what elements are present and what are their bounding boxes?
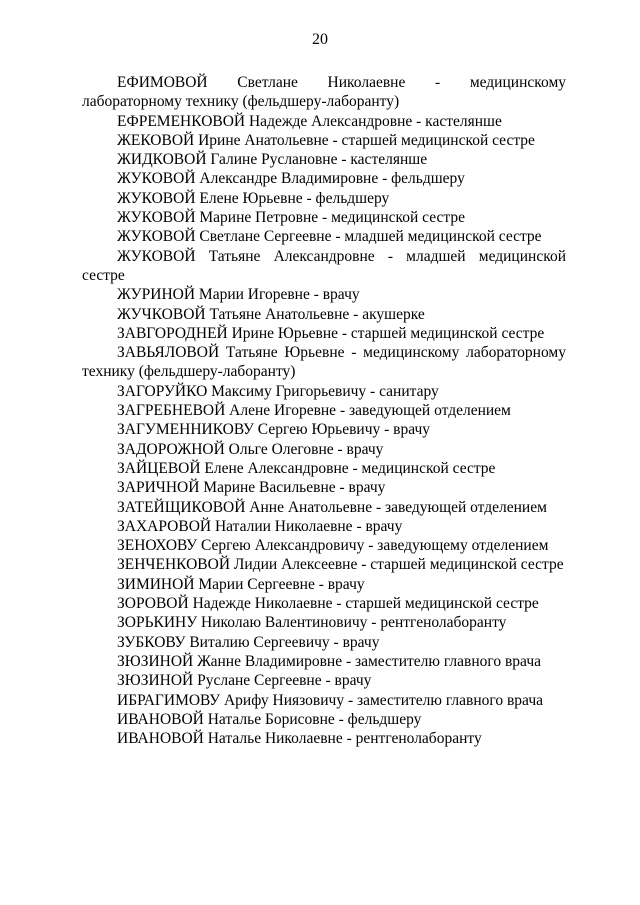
list-item: ЗАГРЕБНЕВОЙ Алене Игоревне - заведующей отделением [117, 402, 511, 420]
list-item: ЖЕКОВОЙ Ирине Анатольевне - старшей медицинской сестре [117, 131, 535, 149]
list-item: ЗАГОРУЙКО Максиму Григорьевичу - санитару [117, 382, 439, 400]
page-number: 20 [312, 31, 328, 48]
list-item: ЗАВГОРОДНЕЙ Ирине Юрьевне - старшей медицинской сестре [117, 324, 545, 342]
list-item: ЖУКОВОЙ Татьяне Александровне - младшей медицинской сестре [82, 247, 566, 284]
list-item: ИБРАГИМОВУ Арифу Ниязовичу - заместителю главного врача [117, 691, 543, 709]
list-item: ЗАДОРОЖНОЙ Ольге Олеговне - врачу [117, 440, 384, 458]
list-item: ЖУРИНОЙ Марии Игоревне - врачу [117, 286, 360, 304]
list-item: ЖУЧКОВОЙ Татьяне Анатольевне - акушерке [117, 305, 425, 323]
list-item: ЗАЙЦЕВОЙ Елене Александровне - медицинской сестре [117, 459, 496, 477]
list-item: ЕФРЕМЕНКОВОЙ Надежде Александровне - кастелянше [117, 112, 502, 130]
list-item: ЗОРЬКИНУ Николаю Валентиновичу - рентгенолаборанту [117, 614, 507, 632]
list-item: ЗАВЬЯЛОВОЙ Татьяне Юрьевне - медицинскому лабораторному технику (фельдшеру-лаборанту) [82, 344, 566, 381]
list-item: ЖУКОВОЙ Светлане Сергеевне - младшей медицинской сестре [117, 228, 542, 246]
list-item: ЗАТЕЙЩИКОВОЙ Анне Анатольевне - заведующей отделением [117, 498, 547, 516]
list-item: ЕФИМОВОЙ Светлане Николаевне - медицинскому лабораторному технику (фельдшеру-лаборанту) [82, 74, 566, 111]
list-item: ЗЕНЧЕНКОВОЙ Лидии Алексеевне - старшей медицинской сестре [117, 556, 564, 574]
list-item: ИВАНОВОЙ Наталье Борисовне - фельдшеру [117, 710, 422, 728]
list-item: ЖИДКОВОЙ Галине Руслановне - кастелянше [117, 151, 428, 169]
list-item: ЗАГУМЕННИКОВУ Сергею Юрьевичу - врачу [117, 421, 431, 439]
list-item: ЖУКОВОЙ Марине Петровне - медицинской сестре [117, 209, 465, 227]
list-item: ЗЮЗИНОЙ Руслане Сергеевне - врачу [117, 672, 372, 690]
list-item: ИВАНОВОЙ Наталье Николаевне - рентгенолаборанту [117, 730, 482, 748]
entry-list [82, 73, 566, 748]
list-item: ЗАРИЧНОЙ Марине Васильевне - врачу [117, 479, 386, 497]
list-item: ЗАХАРОВОЙ Наталии Николаевне - врачу [117, 517, 403, 535]
list-item: ЖУКОВОЙ Елене Юрьевне - фельдшеру [117, 189, 390, 207]
list-item: ЗИМИНОЙ Марии Сергеевне - врачу [117, 575, 365, 593]
list-item: ЗУБКОВУ Виталию Сергеевичу - врачу [117, 633, 380, 651]
list-item: ЖУКОВОЙ Александре Владимировне - фельдшеру [117, 170, 465, 188]
list-item: ЗОРОВОЙ Надежде Николаевне - старшей медицинской сестре [117, 595, 539, 613]
list-item: ЗЮЗИНОЙ Жанне Владимировне - заместителю главного врача [117, 652, 541, 670]
list-item: ЗЕНОХОВУ Сергею Александровичу - заведующему отделением [117, 537, 549, 555]
